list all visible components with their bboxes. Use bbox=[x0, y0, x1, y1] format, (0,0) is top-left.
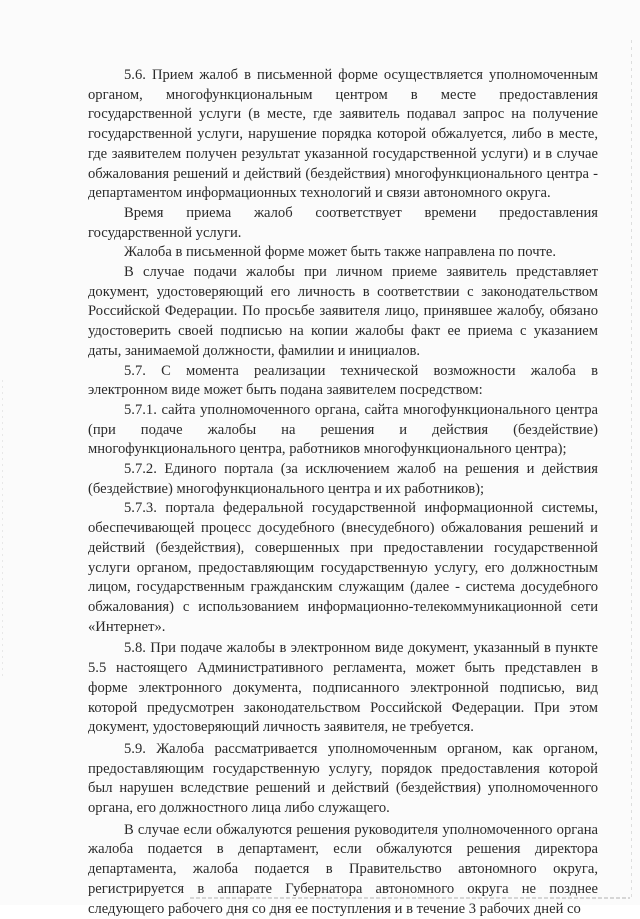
paragraph-5-7-2: 5.7.2. Единого портала (за исключением жалоб на решения и действия (бездействие) многофункционального центра и их работников); bbox=[88, 461, 598, 497]
paragraph-appeal-routing: В случае если обжалуются решения руководителя уполномоченного органа жалоба подается в департамент, если обжалуются решения директора департамента, жалоба подается в Правительство автономного округа, регистрируется в аппарате Губернатора автономного округа не позднее следующего рабочего дня со дня ее поступления и в течение 3 рабочих дней со bbox=[88, 821, 598, 917]
paragraph-mail-submission: Жалоба в письменной форме может быть также направлена по почте. bbox=[124, 244, 557, 261]
document-body bbox=[88, 66, 598, 919]
paragraph-5-9: 5.9. Жалоба рассматривается уполномоченным органом, как органом, предоставляющим государственную услугу, порядок предоставления которой был нарушен вследствие решений и действий (бездействия) уполномоченного органа, его должностного лица либо служащего. bbox=[88, 740, 598, 817]
paragraph-5-8: 5.8. При подаче жалобы в электронном виде документ, указанный в пункте 5.5 настоящего Административного регламента, может быть представлен в форме электронного документа, подписанного электронной подписью, вид которой предусмотрен законодательством Российской Федерации. При этом документ, удостоверяющий личность заявителя, не требуется. bbox=[88, 640, 598, 736]
paragraph-5-7: 5.7. С момента реализации технической возможности жалоба в электронном виде может быть подана заявителем посредством: bbox=[88, 362, 598, 399]
paragraph-5-6: 5.6. Прием жалоб в письменной форме осуществляется уполномоченным органом, многофункциональным центром в месте предоставления государственной услуги (в месте, где заявитель подавал запрос на получение государственной услуги, нарушение порядка которой обжалуется, либо в месте, где заявителем получен результат указанной государственной услуги) и в случае обжалования решений и действий (бездействия) многофункционального центра - департаментом информационных технологий и связи автономного округа. bbox=[88, 67, 598, 202]
paragraph-reception-time: Время приема жалоб соответствует времени предоставления государственной услуги. bbox=[88, 204, 598, 241]
scan-artifact-right-edge bbox=[631, 40, 632, 900]
paragraph-5-7-1: 5.7.1. сайта уполномоченного органа, сайта многофункционального центра (при подаче жалобы на решения и действия (бездействие) многофункционального центра, работников многофункционального центра); bbox=[88, 401, 598, 458]
paragraph-personal-reception: В случае подачи жалобы при личном приеме заявитель представляет документ, удостоверяющий его личность в соответствии с законодательством Российской Федерации. По просьбе заявителя лицо, принявшее жалобу, обязано удостоверить своей подписью на копии жалобы факт ее приема с указанием даты, занимаемой должности, фамилии и инициалов. bbox=[88, 264, 598, 359]
scan-artifact-left-edge bbox=[2, 380, 3, 680]
paragraph-5-7-3: 5.7.3. портала федеральной государственной информационной системы, обеспечивающей процесс досудебного (внесудебного) обжалования решений и действий (бездействия), совершенных при предоставлении государственной услуги органом, предоставляющим государственную услугу, его должностным лицом, государственным гражданским служащим (далее - система досудебного обжалования) с использованием информационно-телекоммуникационной сети «Интернет». bbox=[88, 500, 598, 635]
